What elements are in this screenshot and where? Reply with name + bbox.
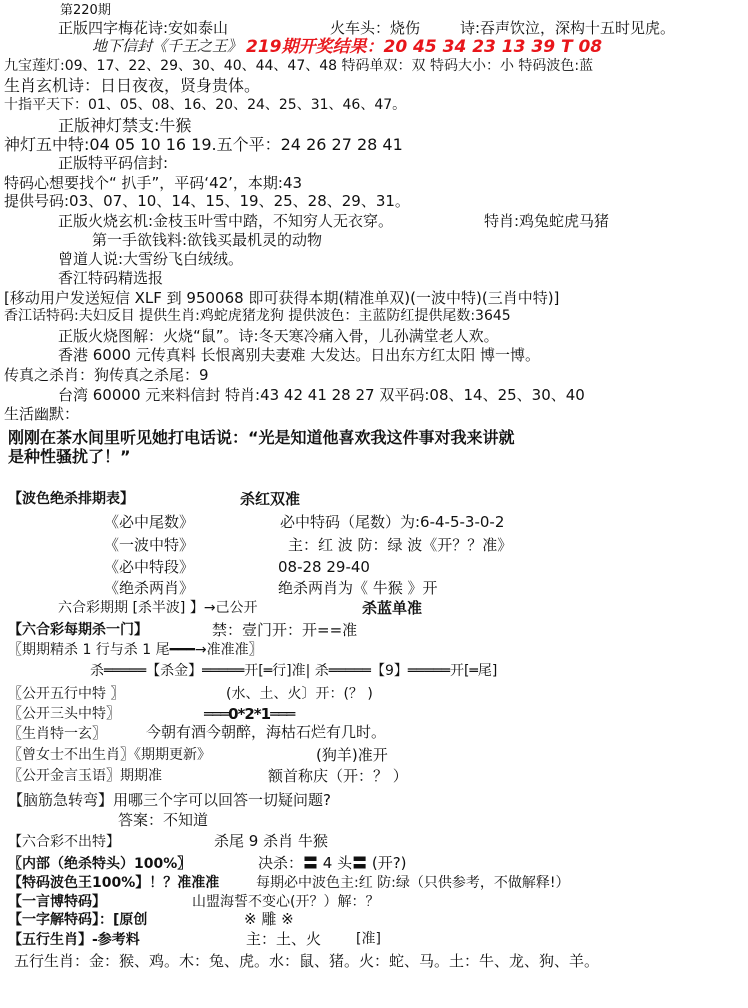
golden-words-label: 〖公开金言玉语〗期期准 — [8, 768, 162, 784]
hongkong-fax: 香港 6000 元传真料 长恨离别夫妻难 大发达。日出东方红太阳 博一博。 — [58, 346, 541, 364]
xiangjiang-talk: 香江话特码:夫妇反目 提供生肖:鸡蛇虎猪龙狗 提供波色：主蓝防红提供尾数:3645 — [4, 308, 511, 324]
train-head: 火车头：烧伤 — [330, 19, 421, 37]
humor-title: 生活幽默： — [4, 405, 80, 423]
zodiac-mystery-value: 今朝有酒今朝醉，海枯石烂有几时。 — [146, 723, 387, 741]
lamp-five: 神灯五中特:04 05 10 16 19.五个平：24 26 27 28 41 — [4, 135, 403, 154]
must-segment-label: 《必中特段》 — [104, 558, 195, 576]
kill-one-gate-value: 禁：壹门开：开==准 — [212, 621, 358, 639]
humor-line-2: 是种性骚扰了！” — [8, 447, 131, 466]
lotus-lamp-line: 九宝莲灯:09、17、22、29、30、40、44、47、48 特码单双：双 特码大小：小 特码波色:蓝 — [4, 58, 594, 74]
five-elements-value: (水、土、火〕开：(？ ) — [226, 686, 373, 702]
brain-teaser-answer: 答案：不知道 — [118, 811, 209, 829]
one-char-value: ※ 雕 ※ — [244, 910, 294, 928]
one-word-label: 【一言博特码】 — [8, 894, 106, 910]
kill-two-value: 绝杀两肖为《 牛猴 》开 — [278, 579, 438, 597]
fire-diagram: 正版火烧图解：火烧“鼠”。诗:冬天寒冷痛入骨，儿孙满堂老人欢。 — [58, 327, 499, 345]
five-zodiac-accurate: [准] — [356, 931, 381, 947]
kill-one-gate-label: 【六合彩每期杀一门】 — [8, 622, 148, 638]
golden-words-value: 额首称庆（开：？ ） — [268, 767, 408, 785]
five-zodiac-list: 五行生肖：金：猴、鸡。木：兔、虎。水：鼠、猪。火：蛇、马。土：牛、龙、狗、羊。 — [14, 952, 600, 970]
no-special-label: 【六合彩不出特】 — [8, 834, 120, 850]
five-zodiac-label: 【五行生肖】-参考料 — [8, 932, 140, 948]
fax-kill: 传真之杀肖：狗传真之杀尾：9 — [4, 366, 209, 384]
zodiac-mystery-label: 〖生肖特一玄〗 — [8, 726, 106, 742]
underground-envelope: 地下信封《千王之王》 — [92, 37, 243, 55]
color-king-value: 每期必中波色主:红 防:绿（只供参考，不做解释!） — [256, 875, 570, 891]
must-tail-value: 必中特码（尾数）为:6-4-5-3-0-2 — [280, 513, 505, 531]
kill-blue-single: 杀蓝单准 — [362, 599, 423, 617]
color-kill-table-title: 【波色绝杀排期表】 — [8, 491, 134, 507]
must-segment-value: 08-28 29-40 — [278, 558, 370, 576]
lamp-ban: 正版神灯禁支:牛猴 — [58, 116, 192, 135]
draw-result: 219期开奖结果：20 45 34 23 13 39 T 08 — [246, 37, 603, 57]
ten-fingers: 十指平天下：01、05、08、16、20、24、25、31、46、47。 — [4, 97, 407, 113]
kill-half-wave: 六合彩期期 [杀半波] 】→己公开 — [58, 600, 258, 616]
three-heads-label: 〖公开三头中特〗 — [8, 706, 120, 722]
provided-numbers: 提供号码:03、07、10、14、15、19、25、28、29、31。 — [4, 192, 410, 210]
pickpocket-line: 特码心想要找个“ 扒手”，平码‘42’，本期:43 — [4, 174, 303, 192]
kill-red-double: 杀红双准 — [240, 490, 301, 508]
taiwan-envelope: 台湾 60000 元来料信封 特肖:43 42 41 28 27 双平码:08、14、25、30、40 — [58, 386, 585, 404]
one-char-label: 【一字解特码】：[原创 — [8, 912, 148, 928]
poem-line: 诗:吞声饮泣，深构十五时见虎。 — [460, 19, 676, 37]
must-tail-label: 《必中尾数》 — [104, 513, 195, 531]
five-zodiac-main: 主：土、火 — [246, 930, 322, 948]
xiangjiang-report: 香江特码精选报 — [58, 269, 164, 287]
zodiac-riddle: 生肖玄机诗：日日夜夜，贤身贵体。 — [4, 76, 261, 95]
humor-line-1: 刚刚在茶水间里听见她打电话说：“光是知道他喜欢我这件事对我来讲就 — [8, 428, 515, 447]
one-wave-label: 《一波中特》 — [104, 536, 195, 554]
special-zodiacs: 特肖:鸡兔蛇虎马猪 — [484, 212, 610, 230]
one-wave-value: 主：红 波 防：绿 波《开？？准》 — [288, 536, 513, 554]
first-hand: 第一手欲钱料:欲钱买最机灵的动物 — [92, 231, 323, 249]
issue-number: 第220期 — [60, 3, 111, 18]
kill-element-tail: 〖期期精杀 1 行与杀 1 尾━━━→准准准〗 — [8, 642, 263, 658]
five-elements-label: 〖公开五行中特 〗 — [8, 686, 125, 702]
internal-kill-value: 决杀：〓 4 头〓 (开?) — [258, 854, 407, 872]
no-special-value: 杀尾 9 杀肖 牛猴 — [214, 832, 328, 850]
fire-riddle: 正版火烧玄机:金枝玉叶雪中踏，不知穷人无衣穿。 — [58, 212, 394, 230]
special-envelope: 正版特平码信封: — [58, 154, 169, 172]
ms-zeng-label: 〖曾女士不出生肖〗《期期更新》 — [8, 747, 211, 763]
taoist-said: 曾道人说:大雪纷飞白绒绒。 — [58, 250, 244, 268]
kill-gold-line: 杀═════【杀金】═════开[═行]准| 杀═════【9】═════开[═尾] — [90, 663, 498, 679]
three-heads-value: ═══0*2*1═══ — [204, 705, 295, 723]
brain-teaser: 【脑筋急转弯】用哪三个字可以回答一切疑问题? — [8, 791, 331, 809]
sms-notice: [移动用户发送短信 XLF 到 950068 即可获得本期(精准单双)(一波中特)(三肖中特)] — [4, 289, 560, 307]
color-king-label: 【特码波色王100%】！？准准准 — [8, 875, 220, 891]
internal-kill-label: 〖内部（绝杀特头）100%〗 — [8, 856, 192, 872]
ms-zeng-value: (狗羊)准开 — [316, 746, 388, 764]
plum-poem: 正版四字梅花诗:安如泰山 — [58, 19, 229, 37]
kill-two-label: 《绝杀两肖》 — [104, 579, 195, 597]
one-word-value: 山盟海誓不变心(开？）解：？ — [192, 894, 380, 910]
